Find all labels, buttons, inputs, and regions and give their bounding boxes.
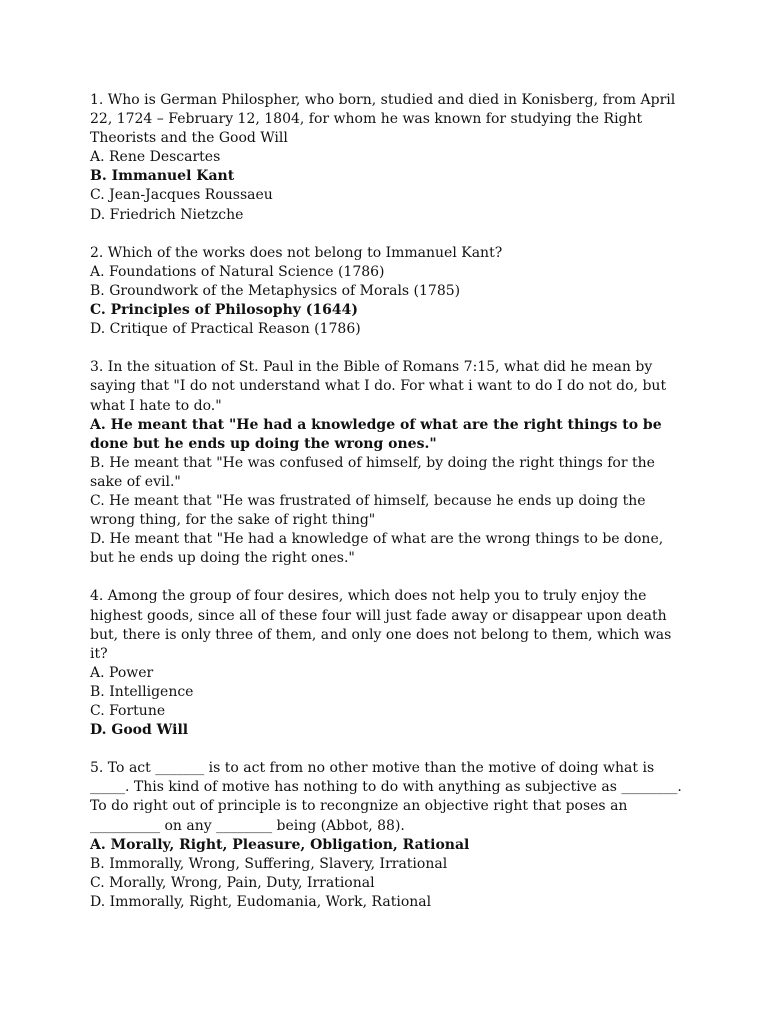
answer-option: A. Power <box>90 664 154 681</box>
answer-option-correct: B. Immanuel Kant <box>90 168 235 185</box>
question-text: 1. Who is German Philospher, who born, studied and died in Konisberg, from April 22, 1724 – February 12, 1804, for whom he was known for studying the Right Theorists and the Good Will <box>90 92 676 147</box>
question-5 <box>90 759 682 912</box>
question-text: 2. Which of the works does not belong to Immanuel Kant? <box>90 244 503 261</box>
question-text: 4. Among the group of four desires, which does not help you to truly enjoy the highest goods, since all of these four will just fade away or disappear upon death but, there is only three of them, and only one does not belong to them, which was it? <box>90 588 672 662</box>
question-1 <box>90 91 682 225</box>
answer-option: B. He meant that "He was confused of himself, by doing the right things for the sake of evil." <box>90 454 655 490</box>
answer-option: D. Friedrich Nietzche <box>90 206 244 223</box>
answer-option: A. Foundations of Natural Science (1786) <box>90 263 385 280</box>
answer-option: B. Immorally, Wrong, Suffering, Slavery, Irrational <box>90 855 448 872</box>
answer-option: C. Jean-Jacques Roussaeu <box>90 187 273 204</box>
answer-option: C. He meant that "He was frustrated of himself, because he ends up doing the wrong thing, for the sake of right thing" <box>90 492 646 529</box>
answer-option-correct: D. Good Will <box>90 722 189 739</box>
quiz-document <box>90 91 682 931</box>
answer-option: A. Rene Descartes <box>90 149 221 166</box>
answer-option: B. Intelligence <box>90 683 194 700</box>
question-2 <box>90 244 682 339</box>
answer-option: D. He meant that "He had a knowledge of what are the wrong things to be done, but he ends up doing the right ones." <box>90 531 664 567</box>
answer-option-correct: C. Principles of Philosophy (1644) <box>90 302 358 319</box>
answer-option-correct: A. He meant that "He had a knowledge of what are the right things to be done but he ends up doing the wrong ones." <box>90 416 662 452</box>
answer-option-correct: A. Morally, Right, Pleasure, Obligation, Rational <box>90 836 470 853</box>
answer-option: C. Morally, Wrong, Pain, Duty, Irrational <box>90 874 375 891</box>
answer-option: D. Immorally, Right, Eudomania, Work, Rational <box>90 893 432 910</box>
question-4 <box>90 587 682 740</box>
answer-option: B. Groundwork of the Metaphysics of Morals (1785) <box>90 282 461 299</box>
question-3 <box>90 358 682 568</box>
question-text: 5. To act _______ is to act from no other motive than the motive of doing what is _____. This kind of motive has nothing to do with anything as subjective as ________. To do right out of principle is to recongnize an objective right that poses an __________ on any ________ being (Abbot, 88). <box>90 760 682 834</box>
answer-option: C. Fortune <box>90 703 166 719</box>
answer-option: D. Critique of Practical Reason (1786) <box>90 321 361 338</box>
question-text: 3. In the situation of St. Paul in the Bible of Romans 7:15, what did he mean by saying that "I do not understand what I do. For what i want to do I do not do, but what I hate to do." <box>90 359 667 414</box>
